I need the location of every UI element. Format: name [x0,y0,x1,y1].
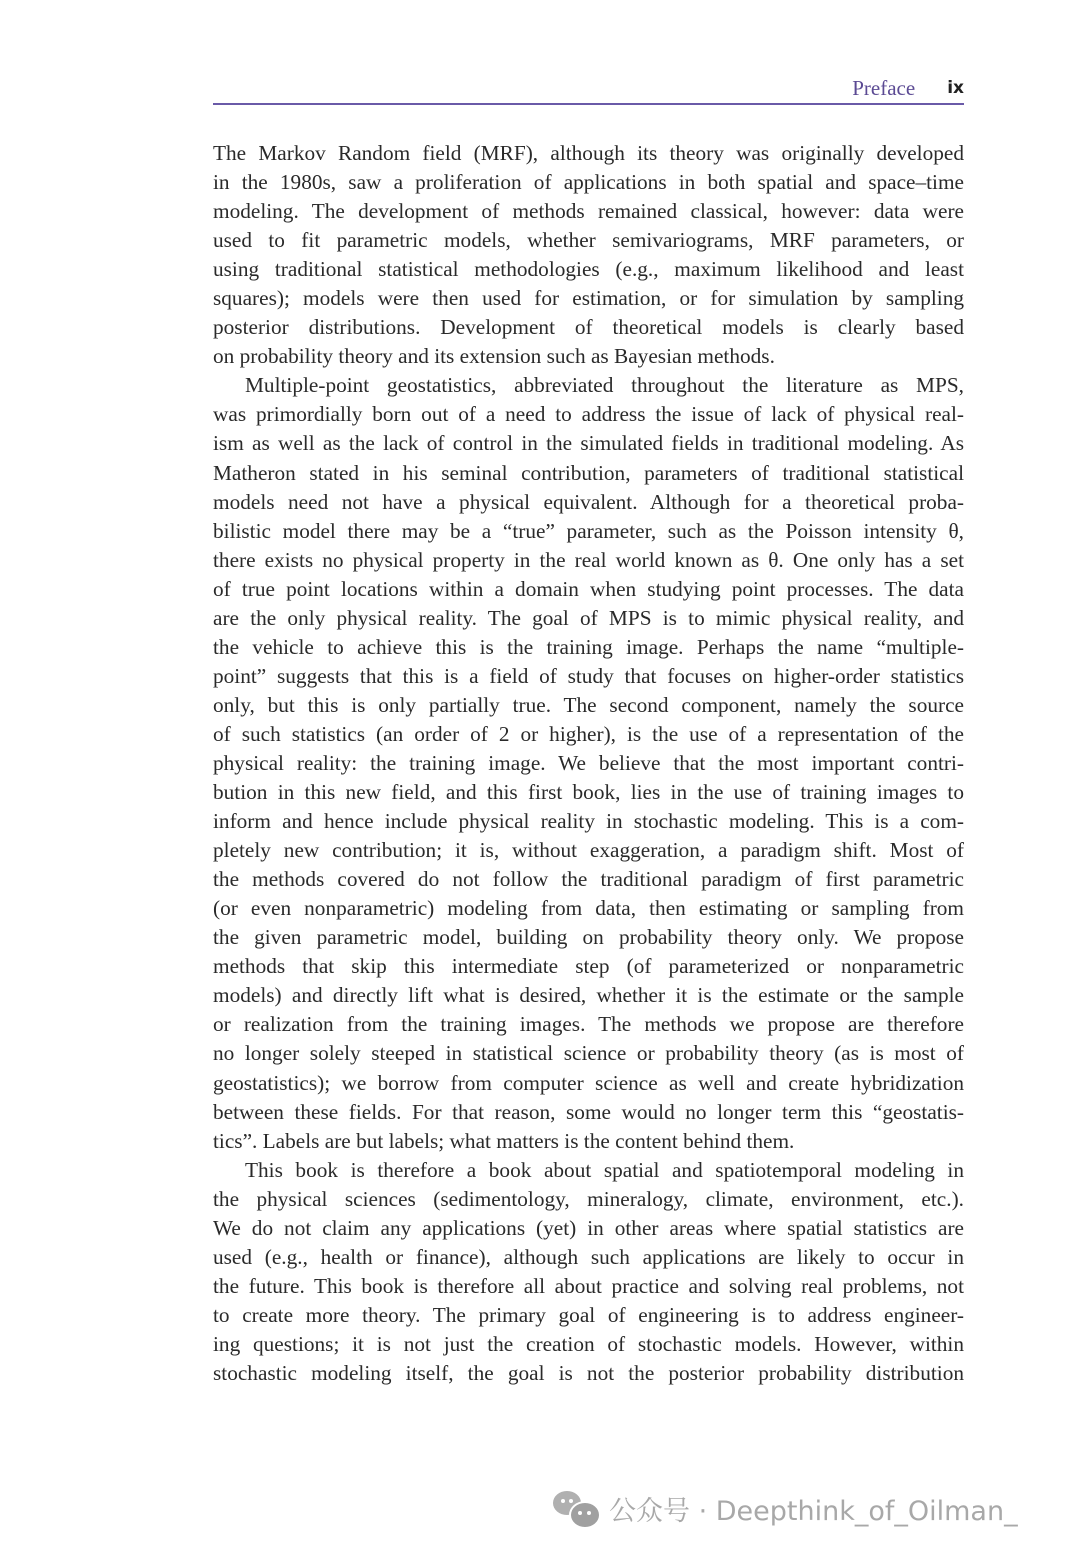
running-header [213,74,964,102]
text-line: was primordially born out of a need to address the issue of lack of physical real- [213,402,964,427]
text-line: the physical sciences (sedimentology, mineralogy, climate, environment, etc.). [213,1186,964,1211]
text-line: used to fit parametric models, whether semivariograms, MRF parameters, or [213,228,964,253]
text-line: ism as well as the lack of control in the simulated fields in traditional modeling. As [213,431,964,456]
text-line: models) and directly lift what is desired, whether it is the estimate or the sample [213,983,964,1008]
text-line: tics”. Labels are but labels; what matters is the content behind them. [213,1128,795,1153]
text-line: squares); models were then used for estimation, or for simulation by sampling [213,286,964,311]
body-text [213,139,964,1388]
text-line: the methods covered do not follow the traditional paradigm of first parametric [213,867,964,892]
text-line: in the 1980s, saw a proliferation of applications in both spatial and space–time [213,170,964,195]
header-rule [213,103,964,105]
text-line: ing questions; it is not just the creation of stochastic models. However, within [213,1331,964,1356]
text-line: models need not have a physical equivalent. Although for a theoretical proba- [213,489,964,514]
text-line: of true point locations within a domain when studying point processes. The data [213,576,964,601]
text-line: using traditional statistical methodologies (e.g., maximum likelihood and least [213,257,964,282]
text-line: point” suggests that this is a field of study that focuses on higher-order statistics [213,663,964,688]
text-line: no longer solely steeped in statistical science or probability theory (as is most of [213,1041,964,1066]
text-line: the given parametric model, building on probability theory only. We propose [213,925,964,950]
watermark [553,1488,1018,1528]
text-line: (or even nonparametric) modeling from data, then estimating or sampling from [213,896,964,921]
text-line: We do not claim any applications (yet) in other areas where spatial statistics are [213,1215,964,1240]
text-line: posterior distributions. Development of theoretical models is clearly based [213,315,964,340]
wechat-icon [553,1489,599,1527]
text-line: or realization from the training images. The methods we propose are therefore [213,1012,964,1037]
text-line: are the only physical reality. The goal of MPS is to mimic physical reality, and [213,605,964,630]
text-line: of such statistics (an order of 2 or higher), is the use of a representation of the [213,721,964,746]
text-line: inform and hence include physical reality in stochastic modeling. This is a com- [213,809,964,834]
text-line: bution in this new field, and this first book, lies in the use of training images to [213,780,964,805]
text-line: geostatistics); we borrow from computer science as well and create hybridization [213,1070,964,1095]
section-title: Preface [852,75,916,100]
paragraph [213,139,964,371]
paragraph [213,1156,964,1388]
page-number: ix [947,78,964,98]
text-line: methods that skip this intermediate step (of parameterized or nonparametric [213,954,964,979]
text-line: physical reality: the training image. We believe that the most important contri- [213,750,964,775]
text-line: there exists no physical property in the real world known as θ. One only has a set [213,547,964,572]
text-line: used (e.g., health or finance), although such applications are likely to occur in [213,1244,964,1269]
text-line: pletely new contribution; it is, without exaggeration, a paradigm shift. Most of [213,838,964,863]
text-line: This book is therefore a book about spatial and spatiotemporal modeling in [245,1157,964,1182]
text-line: modeling. The development of methods remained classical, however: data were [213,199,964,224]
paragraph [213,371,964,1155]
text-line: between these fields. For that reason, some would no longer term this “geostatis- [213,1099,964,1124]
text-line: Multiple-point geostatistics, abbreviated throughout the literature as MPS, [245,373,964,398]
text-line: only, but this is only partially true. The second component, namely the source [213,692,964,717]
text-line: to create more theory. The primary goal of engineering is to address engineer- [213,1302,964,1327]
text-line: stochastic modeling itself, the goal is not the posterior probability distribution [213,1360,964,1385]
watermark-text: 公众号 · Deepthink_of_Oilman_ [609,1495,1018,1527]
text-line: bilistic model there may be a “true” parameter, such as the Poisson intensity θ, [213,518,964,543]
text-line: on probability theory and its extension such as Bayesian methods. [213,344,775,369]
text-line: Matheron stated in his seminal contribution, parameters of traditional statistical [213,460,964,485]
text-line: the future. This book is therefore all about practice and solving real problems, not [213,1273,964,1298]
text-line: the vehicle to achieve this is the training image. Perhaps the name “multiple- [213,634,964,659]
text-line: The Markov Random field (MRF), although its theory was originally developed [213,141,964,165]
